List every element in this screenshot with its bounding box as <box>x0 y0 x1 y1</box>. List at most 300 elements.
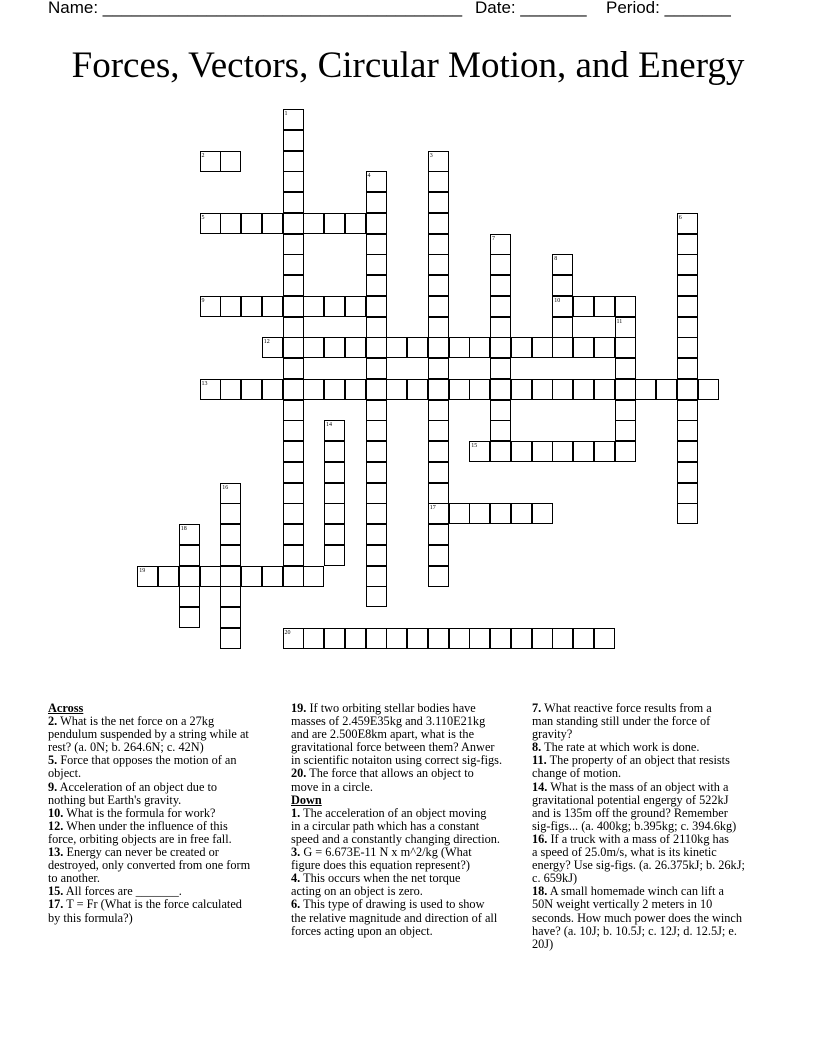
crossword-cell[interactable] <box>594 628 615 649</box>
crossword-cell[interactable] <box>283 234 304 255</box>
crossword-cell[interactable] <box>552 317 573 338</box>
crossword-cell[interactable] <box>220 607 241 628</box>
clue-text-line: sig-figs... (a. 400kg; b.395kg; c. 394.6kg) <box>532 818 737 833</box>
crossword-cell[interactable] <box>677 296 698 317</box>
crossword-cell[interactable] <box>324 462 345 483</box>
crossword-cell[interactable] <box>324 337 345 358</box>
crossword-cell[interactable] <box>449 628 470 649</box>
crossword-cell[interactable] <box>511 337 532 358</box>
crossword-cell[interactable] <box>283 151 304 172</box>
clue-text-line: gravitational potential engergy of 522kJ <box>532 792 729 807</box>
crossword-cell[interactable] <box>573 296 594 317</box>
crossword-cell[interactable] <box>449 379 470 400</box>
crossword-cell[interactable] <box>490 296 511 317</box>
clue-number: 15 <box>471 443 478 449</box>
crossword-cell[interactable] <box>469 379 490 400</box>
crossword-cell[interactable] <box>283 441 304 462</box>
crossword-cell[interactable] <box>324 441 345 462</box>
crossword-cell[interactable] <box>428 317 449 338</box>
clue-number: 16. <box>532 831 548 846</box>
crossword-cell[interactable] <box>532 379 553 400</box>
crossword-cell[interactable] <box>428 192 449 213</box>
clue-text-line: man standing still under the force of <box>532 714 711 729</box>
clue-text-line: object. <box>48 766 82 781</box>
clue-number: 3. <box>291 845 301 860</box>
crossword-cell[interactable] <box>345 296 366 317</box>
crossword-cell[interactable] <box>324 503 345 524</box>
clue <box>48 846 278 885</box>
crossword-cell[interactable] <box>532 503 553 524</box>
crossword-cell[interactable] <box>428 171 449 192</box>
crossword-cell[interactable] <box>573 441 594 462</box>
crossword-cell[interactable] <box>615 296 636 317</box>
crossword-cell[interactable] <box>428 524 449 545</box>
crossword-cell[interactable] <box>386 337 407 358</box>
clue-number: 14 <box>326 422 332 429</box>
clue <box>48 820 278 846</box>
crossword-cell[interactable] <box>532 628 553 649</box>
clue-text-line: All forces are _______. <box>65 884 182 899</box>
crossword-cell[interactable] <box>241 296 262 317</box>
crossword-cell[interactable] <box>303 566 324 587</box>
clue-number: 11 <box>616 318 623 325</box>
crossword-cell[interactable] <box>283 566 304 587</box>
clue-number: 16 <box>222 484 229 491</box>
clue-number: 1 <box>284 111 288 117</box>
crossword-cell[interactable] <box>573 379 594 400</box>
crossword-cell[interactable] <box>366 358 387 379</box>
across-clue-list-continued <box>291 702 523 794</box>
crossword-cell[interactable] <box>220 586 241 607</box>
clue <box>291 872 523 898</box>
crossword-cell[interactable] <box>158 566 179 587</box>
crossword-cell[interactable] <box>615 379 636 400</box>
clue <box>291 846 523 872</box>
clue-text-line: The property of an object that resists <box>549 753 730 768</box>
crossword-cell[interactable] <box>366 400 387 421</box>
crossword-cell[interactable] <box>573 337 594 358</box>
crossword-cell[interactable] <box>677 441 698 462</box>
clue-text-line: a speed of 25.0m/s, what is its kinetic <box>532 845 717 860</box>
crossword-cell[interactable] <box>490 379 511 400</box>
crossword-cell[interactable] <box>490 628 511 649</box>
crossword-cell[interactable] <box>366 586 387 607</box>
crossword-cell[interactable] <box>677 234 698 255</box>
clue-text-line: What is the mass of an object with a <box>550 779 729 794</box>
crossword-cell[interactable] <box>677 358 698 379</box>
crossword-cell[interactable] <box>677 379 698 400</box>
crossword-cell[interactable] <box>552 379 573 400</box>
clue-number: 19. <box>291 701 307 715</box>
crossword-cell[interactable] <box>220 628 241 649</box>
crossword-cell[interactable] <box>220 379 241 400</box>
crossword-cell[interactable] <box>407 337 428 358</box>
crossword-cell[interactable] <box>283 317 304 338</box>
clue-number: 18. <box>532 884 548 899</box>
clues-column-2 <box>291 702 523 938</box>
page-title: Forces, Vectors, Circular Motion, and Energy <box>71 45 745 86</box>
clue-number: 18 <box>180 526 187 532</box>
crossword-cell[interactable] <box>262 296 283 317</box>
crossword-cell[interactable] <box>449 503 470 524</box>
crossword-cell[interactable] <box>490 254 511 275</box>
crossword-cell[interactable] <box>324 379 345 400</box>
down-heading: Down <box>291 792 322 807</box>
clue <box>291 807 523 846</box>
crossword-cell[interactable] <box>428 420 449 441</box>
crossword-cell[interactable] <box>511 628 532 649</box>
crossword-cell[interactable] <box>677 400 698 421</box>
crossword-cell[interactable] <box>324 524 345 545</box>
clue-text-line: The rate at which work is done. <box>544 740 700 755</box>
crossword-cell[interactable] <box>677 420 698 441</box>
crossword-cell[interactable] <box>366 420 387 441</box>
clue <box>532 781 772 833</box>
crossword-cell[interactable] <box>366 441 387 462</box>
clue-text-line: figure does this equation represent?) <box>291 858 470 873</box>
clue-number: 17. <box>48 897 64 912</box>
clue <box>48 898 278 924</box>
clue-text-line: 20J) <box>532 936 554 951</box>
crossword-cell[interactable] <box>220 524 241 545</box>
clue-text-line: What reactive force results from a <box>544 701 712 715</box>
clue-number: 13 <box>201 380 208 387</box>
clue-number: 8. <box>532 740 542 755</box>
crossword-cell[interactable] <box>220 545 241 566</box>
clue <box>532 702 772 741</box>
crossword-cell[interactable] <box>407 628 428 649</box>
crossword-cell[interactable] <box>283 379 304 400</box>
clue-text-line: pendulum suspended by a string while at <box>48 727 249 742</box>
clue-number: 7. <box>532 701 542 715</box>
crossword-cell[interactable] <box>283 337 304 358</box>
crossword-cell[interactable] <box>283 254 304 275</box>
crossword-cell[interactable] <box>677 317 698 338</box>
crossword-cell[interactable] <box>179 566 200 587</box>
clue-number: 19 <box>139 567 146 574</box>
crossword-cell[interactable] <box>366 317 387 338</box>
crossword-cell[interactable] <box>262 566 283 587</box>
crossword-cell[interactable] <box>283 503 304 524</box>
clues-column-3 <box>532 702 772 951</box>
crossword-cell[interactable] <box>366 462 387 483</box>
crossword-cell[interactable] <box>428 337 449 358</box>
crossword-cell[interactable] <box>366 254 387 275</box>
crossword-cell[interactable] <box>615 337 636 358</box>
clue-text-line: Acceleration of an object due to <box>59 779 218 794</box>
crossword-cell[interactable] <box>449 337 470 358</box>
clue-number: 12 <box>263 339 270 346</box>
crossword-cell[interactable] <box>283 400 304 421</box>
crossword-cell[interactable] <box>283 275 304 296</box>
clues-column-1 <box>48 702 278 925</box>
crossword-cell[interactable] <box>552 628 573 649</box>
crossword-cell[interactable] <box>490 400 511 421</box>
crossword-cell[interactable] <box>179 607 200 628</box>
crossword-cell[interactable] <box>594 441 615 462</box>
clue-text-line: and is 135m off the ground? Remember <box>532 805 728 820</box>
crossword-cell[interactable] <box>428 545 449 566</box>
crossword-cell[interactable] <box>283 192 304 213</box>
clue-text-line: by this formula?) <box>48 910 133 925</box>
down-clue-list-continued <box>532 702 772 951</box>
crossword-cell[interactable] <box>241 213 262 234</box>
clue-text-line: 50N weight vertically 2 meters in 10 <box>532 897 713 912</box>
crossword-cell[interactable] <box>615 441 636 462</box>
clue-number: 6. <box>291 897 301 912</box>
across-clue-list <box>48 715 278 925</box>
clue-text-line: rest? (a. 0N; b. 264.6N; c. 42N) <box>48 740 204 755</box>
crossword-cell[interactable] <box>324 545 345 566</box>
crossword-cell[interactable] <box>532 441 553 462</box>
crossword-cell[interactable] <box>220 296 241 317</box>
crossword-cell[interactable] <box>366 337 387 358</box>
clue-text-line: Energy can never be created or <box>66 845 219 860</box>
crossword-cell[interactable] <box>366 483 387 504</box>
crossword-cell[interactable] <box>179 545 200 566</box>
clue-number: 11. <box>532 753 547 768</box>
clue-number: 5. <box>48 753 58 768</box>
crossword-cell[interactable] <box>428 441 449 462</box>
crossword-cell[interactable] <box>366 275 387 296</box>
clue <box>291 702 523 767</box>
clue <box>532 833 772 885</box>
crossword-cell[interactable] <box>366 296 387 317</box>
clue-number: 20 <box>284 629 291 636</box>
crossword-cell[interactable] <box>241 566 262 587</box>
crossword-cell[interactable] <box>345 337 366 358</box>
crossword-cell[interactable] <box>220 503 241 524</box>
clue-text-line: This type of drawing is used to show <box>303 897 485 912</box>
clue-number: 2 <box>201 152 205 159</box>
crossword-cell[interactable] <box>283 130 304 151</box>
crossword-cell[interactable] <box>386 379 407 400</box>
clue-number: 4 <box>367 173 371 180</box>
crossword-cell[interactable] <box>490 503 511 524</box>
crossword-cell[interactable] <box>490 337 511 358</box>
clue-text-line: What is the formula for work? <box>66 805 216 820</box>
clue-number: 10. <box>48 805 64 820</box>
clue-number: 8 <box>554 256 558 263</box>
date-field: Date: _______ <box>475 0 587 17</box>
crossword-cell[interactable] <box>656 379 677 400</box>
crossword-cell[interactable] <box>511 503 532 524</box>
clue-text-line: in a circular path which has a constant <box>291 818 480 833</box>
crossword-cell[interactable] <box>324 483 345 504</box>
clue <box>291 898 523 937</box>
clue <box>532 754 772 780</box>
crossword-cell[interactable] <box>490 441 511 462</box>
clue-number: 12. <box>48 818 64 833</box>
clue-number: 3 <box>429 152 433 159</box>
crossword-cell[interactable] <box>594 296 615 317</box>
clue-text-line: in scientific notaiton using correct sig-figs. <box>291 753 503 768</box>
clue-text-line: T = Fr (What is the force calculated <box>66 897 242 912</box>
crossword-cell[interactable] <box>283 358 304 379</box>
crossword-cell[interactable] <box>324 213 345 234</box>
clue-text-line: What is the net force on a 27kg <box>60 714 215 729</box>
crossword-cell[interactable] <box>366 503 387 524</box>
crossword-cell[interactable] <box>283 171 304 192</box>
crossword-cell[interactable] <box>345 379 366 400</box>
crossword-cell[interactable] <box>386 628 407 649</box>
clue-text-line: nothing but Earth's gravity. <box>48 792 182 807</box>
clue-text-line: gravitational force between them? Anwer <box>291 740 495 755</box>
clue-text-line: move in a circle. <box>291 779 373 794</box>
crossword-cell[interactable] <box>615 420 636 441</box>
crossword-cell[interactable] <box>262 213 283 234</box>
crossword-cell[interactable] <box>469 628 490 649</box>
crossword-cell[interactable] <box>490 317 511 338</box>
crossword-cell[interactable] <box>324 296 345 317</box>
crossword-cell[interactable] <box>345 628 366 649</box>
clue-text-line: force, orbiting objects are in free fall. <box>48 831 232 846</box>
crossword-cell[interactable] <box>552 275 573 296</box>
name-field: Name: ______________________________________ <box>48 0 463 17</box>
crossword-cell[interactable] <box>283 483 304 504</box>
clue-text-line: seconds. How much power does the winch <box>532 910 743 925</box>
clue-text-line: gravity? <box>532 727 573 742</box>
crossword-cell[interactable] <box>490 420 511 441</box>
crossword-cell[interactable] <box>241 379 262 400</box>
crossword-cell[interactable] <box>428 483 449 504</box>
clue-number: 1. <box>291 805 301 820</box>
across-heading: Across <box>48 701 84 715</box>
crossword-cell[interactable] <box>594 379 615 400</box>
crossword-cell[interactable] <box>428 296 449 317</box>
crossword-cell[interactable] <box>677 483 698 504</box>
crossword-cell[interactable] <box>220 566 241 587</box>
crossword-cell[interactable] <box>366 566 387 587</box>
crossword-cell[interactable] <box>303 628 324 649</box>
crossword-cell[interactable] <box>594 337 615 358</box>
crossword-cell[interactable] <box>615 358 636 379</box>
crossword-cell[interactable] <box>220 151 241 172</box>
clue-text-line: The acceleration of an object moving <box>303 805 487 820</box>
crossword-cell[interactable] <box>677 275 698 296</box>
crossword-cell[interactable] <box>428 566 449 587</box>
crossword-cell[interactable] <box>428 275 449 296</box>
crossword-cell[interactable] <box>490 275 511 296</box>
clue-text-line: speed and a constantly changing direction. <box>291 831 500 846</box>
clue-number: 9. <box>48 779 58 794</box>
crossword-cell[interactable] <box>220 213 241 234</box>
crossword-cell[interactable] <box>552 441 573 462</box>
clue-number: 13. <box>48 845 64 860</box>
clue-text-line: This occurs when the net torque <box>303 871 461 886</box>
crossword-cell[interactable] <box>366 192 387 213</box>
crossword-cell[interactable] <box>469 337 490 358</box>
down-clue-list <box>291 807 523 938</box>
crossword-cell[interactable] <box>490 358 511 379</box>
crossword-cell[interactable] <box>532 337 553 358</box>
clue <box>48 781 278 807</box>
crossword-cell[interactable] <box>407 379 428 400</box>
crossword-cell[interactable] <box>677 503 698 524</box>
crossword-cell[interactable] <box>428 400 449 421</box>
clue-text-line: have? (a. 10J; b. 10.5J; c. 12J; d. 12.5J; e. <box>532 923 737 938</box>
crossword-cell[interactable] <box>283 545 304 566</box>
clue-number: 14. <box>532 779 548 794</box>
crossword-cell[interactable] <box>552 337 573 358</box>
crossword-cell[interactable] <box>303 379 324 400</box>
crossword-cell[interactable] <box>573 628 594 649</box>
crossword-cell[interactable] <box>283 524 304 545</box>
crossword-cell[interactable] <box>428 379 449 400</box>
crossword-cell[interactable] <box>428 628 449 649</box>
crossword-cell[interactable] <box>428 254 449 275</box>
clue-text-line: G = 6.673E-11 N x m^2/kg (What <box>303 845 472 860</box>
crossword-cell[interactable] <box>303 296 324 317</box>
crossword-cell[interactable] <box>366 545 387 566</box>
clue <box>291 767 523 793</box>
clue-text-line: If two orbiting stellar bodies have <box>309 701 476 715</box>
crossword-cell[interactable] <box>615 400 636 421</box>
clue-number: 4. <box>291 871 301 886</box>
clue-text-line: acting on an object is zero. <box>291 884 423 899</box>
crossword-cell[interactable] <box>677 462 698 483</box>
crossword-cell[interactable] <box>428 358 449 379</box>
crossword-cell[interactable] <box>345 213 366 234</box>
crossword-cell[interactable] <box>698 379 719 400</box>
clue-number: 9 <box>201 297 205 304</box>
clue-number: 10 <box>554 297 561 304</box>
crossword-cell[interactable] <box>635 379 656 400</box>
clue-number: 5 <box>201 214 205 221</box>
clue-number: 7 <box>492 235 495 242</box>
crossword-cell[interactable] <box>283 462 304 483</box>
clue-text-line: destroyed, only converted from one form <box>48 858 251 873</box>
crossword-cell[interactable] <box>283 213 304 234</box>
crossword-cell[interactable] <box>366 213 387 234</box>
crossword-cell[interactable] <box>511 379 532 400</box>
crossword-cell[interactable] <box>200 566 221 587</box>
clue-number: 6 <box>678 214 682 221</box>
clue-text-line: energy? Use sig-figs. (a. 26.375kJ; b. 26kJ; <box>532 858 745 873</box>
clue <box>48 754 278 780</box>
clue-text-line: change of motion. <box>532 766 622 781</box>
crossword-cell[interactable] <box>303 337 324 358</box>
clue-text-line: If a truck with a mass of 2110kg has <box>550 831 729 846</box>
crossword-cell[interactable] <box>303 213 324 234</box>
crossword-cell[interactable] <box>428 213 449 234</box>
clue-number: 17 <box>429 505 436 512</box>
clue-text-line: The force that allows an object to <box>309 766 474 781</box>
crossword-cell[interactable] <box>511 441 532 462</box>
crossword-cell[interactable] <box>677 254 698 275</box>
crossword-cell[interactable] <box>366 524 387 545</box>
clue <box>48 715 278 754</box>
clue-number: 20. <box>291 766 307 781</box>
crossword-cell[interactable] <box>366 628 387 649</box>
clue-text-line: forces acting upon an object. <box>291 923 433 938</box>
crossword-cell[interactable] <box>677 337 698 358</box>
crossword-cell[interactable] <box>428 234 449 255</box>
crossword-cell[interactable] <box>469 503 490 524</box>
crossword-cell[interactable] <box>324 628 345 649</box>
crossword-cell[interactable] <box>283 420 304 441</box>
clue-text-line: When under the influence of this <box>66 818 228 833</box>
crossword-cell[interactable] <box>366 234 387 255</box>
crossword-cell[interactable] <box>428 462 449 483</box>
crossword-cell[interactable] <box>179 586 200 607</box>
crossword-cell[interactable] <box>283 296 304 317</box>
clue <box>532 885 772 950</box>
crossword-cell[interactable] <box>366 379 387 400</box>
crossword-cell[interactable] <box>262 379 283 400</box>
clue-number: 2. <box>48 714 58 729</box>
clue-text-line: the relative magnitude and direction of all <box>291 910 498 925</box>
